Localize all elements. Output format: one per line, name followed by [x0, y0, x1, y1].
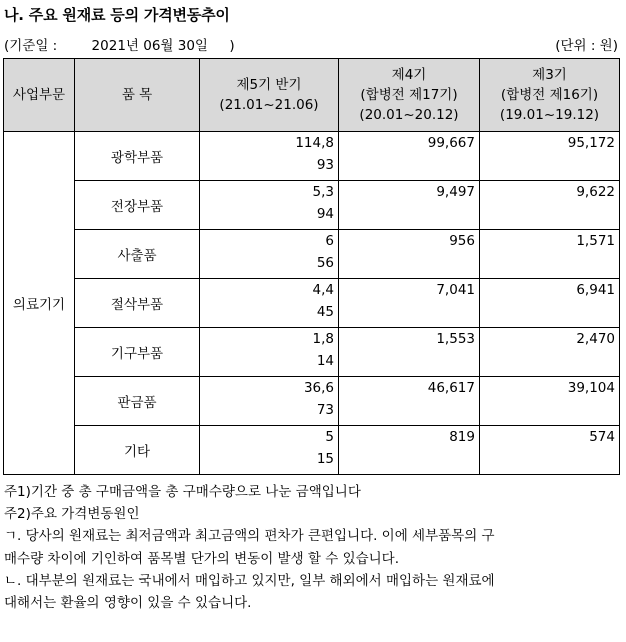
- period-3-cell: 6,941: [480, 279, 620, 328]
- period-5-cell: [200, 279, 339, 328]
- period-4-cell: 7,041: [339, 279, 480, 328]
- footnote-line: 매수량 차이에 기인하여 품목별 단가의 변동이 발생 할 수 있습니다.: [4, 550, 400, 567]
- period-5-cell: [200, 328, 339, 377]
- header-period-5: [200, 59, 339, 132]
- period-4-cell: 99,667: [339, 132, 480, 181]
- period-5-value-line1: 1,8: [312, 331, 334, 347]
- header-segment: 사업부문: [4, 59, 75, 132]
- period-5-value-line2: 93: [316, 157, 334, 173]
- period-3-cell: 574: [480, 426, 620, 475]
- header-period-4-line3: (20.01~20.12): [359, 107, 459, 123]
- segment-cell: 의료기기: [4, 132, 75, 475]
- period-5-value-line2: 15: [316, 451, 334, 467]
- item-cell: 사출품: [75, 230, 200, 279]
- period-4-cell: 1,553: [339, 328, 480, 377]
- table-row: [4, 132, 620, 181]
- table-row: [4, 230, 620, 279]
- period-5-value-line2: 56: [316, 255, 334, 271]
- period-5-cell: [200, 181, 339, 230]
- period-5-value-line1: 4,4: [312, 282, 334, 298]
- table-row: [4, 328, 620, 377]
- period-5-value-line2: 94: [316, 206, 334, 222]
- price-trend-table: [3, 58, 620, 475]
- table-row: [4, 377, 620, 426]
- base-date: (기준일 : 2021년 06월 30일 ): [4, 38, 235, 54]
- item-cell: 기타: [75, 426, 200, 475]
- footnote-line: 대해서는 환율의 영향이 있을 수 있습니다.: [4, 595, 252, 612]
- header-period-5-line2: (21.01~21.06): [219, 97, 319, 113]
- period-5-cell: [200, 230, 339, 279]
- period-4-cell: 819: [339, 426, 480, 475]
- item-cell: 절삭부품: [75, 279, 200, 328]
- period-3-cell: 9,622: [480, 181, 620, 230]
- header-row: [4, 59, 620, 132]
- header-period-3-line3: (19.01~19.12): [499, 107, 600, 123]
- header-item: 품 목: [75, 59, 200, 132]
- item-cell: 광학부품: [75, 132, 200, 181]
- period-5-value-line2: 45: [316, 304, 334, 320]
- period-5-cell: [200, 426, 339, 475]
- header-period-4: [339, 59, 480, 132]
- header-period-3-line2: (합병전 제16기): [500, 87, 599, 103]
- table-row: [4, 279, 620, 328]
- table-row: [4, 181, 620, 230]
- unit-label: (단위 : 원): [555, 38, 618, 54]
- footnotes: [4, 481, 618, 614]
- header-period-4-line1: 제4기: [391, 67, 427, 83]
- period-5-cell: [200, 377, 339, 426]
- header-period-3: [480, 59, 620, 132]
- period-4-cell: 46,617: [339, 377, 480, 426]
- period-5-value-line1: 114,8: [295, 135, 334, 151]
- period-5-value-line1: 6: [325, 233, 334, 249]
- period-5-value-line1: 36,6: [303, 380, 334, 396]
- period-5-value-line2: 14: [316, 353, 334, 369]
- period-5-value-line2: 73: [316, 402, 334, 418]
- period-5-cell: [200, 132, 339, 181]
- section-title: 나. 주요 원재료 등의 가격변동추이: [4, 6, 230, 24]
- header-period-5-line1: 제5기 반기: [236, 77, 302, 93]
- footnote-line: 주2)주요 가격변동원인: [4, 506, 140, 523]
- footnote-line: ㄴ. 대부분의 원재료는 국내에서 매입하고 있지만, 일부 해외에서 매입하는 원재료에: [4, 572, 495, 589]
- period-5-value-line1: 5,3: [312, 184, 334, 200]
- period-3-cell: 2,470: [480, 328, 620, 377]
- item-cell: 전장부품: [75, 181, 200, 230]
- header-period-4-line2: (합병전 제17기): [360, 87, 458, 103]
- period-3-cell: 95,172: [480, 132, 620, 181]
- period-4-cell: 956: [339, 230, 480, 279]
- footnote-line: 주1)기간 중 총 구매금액을 총 구매수량으로 나눈 금액입니다: [4, 484, 361, 500]
- period-4-cell: 9,497: [339, 181, 480, 230]
- footnote-line: ㄱ. 당사의 원재료는 최저금액과 최고금액의 편차가 큰편입니다. 이에 세부품목의 구: [4, 528, 495, 545]
- period-5-value-line1: 5: [325, 429, 334, 445]
- item-cell: 기구부품: [75, 328, 200, 377]
- period-3-cell: 1,571: [480, 230, 620, 279]
- header-period-3-line1: 제3기: [532, 67, 567, 83]
- table-row: [4, 426, 620, 475]
- period-3-cell: 39,104: [480, 377, 620, 426]
- item-cell: 판금품: [75, 377, 200, 426]
